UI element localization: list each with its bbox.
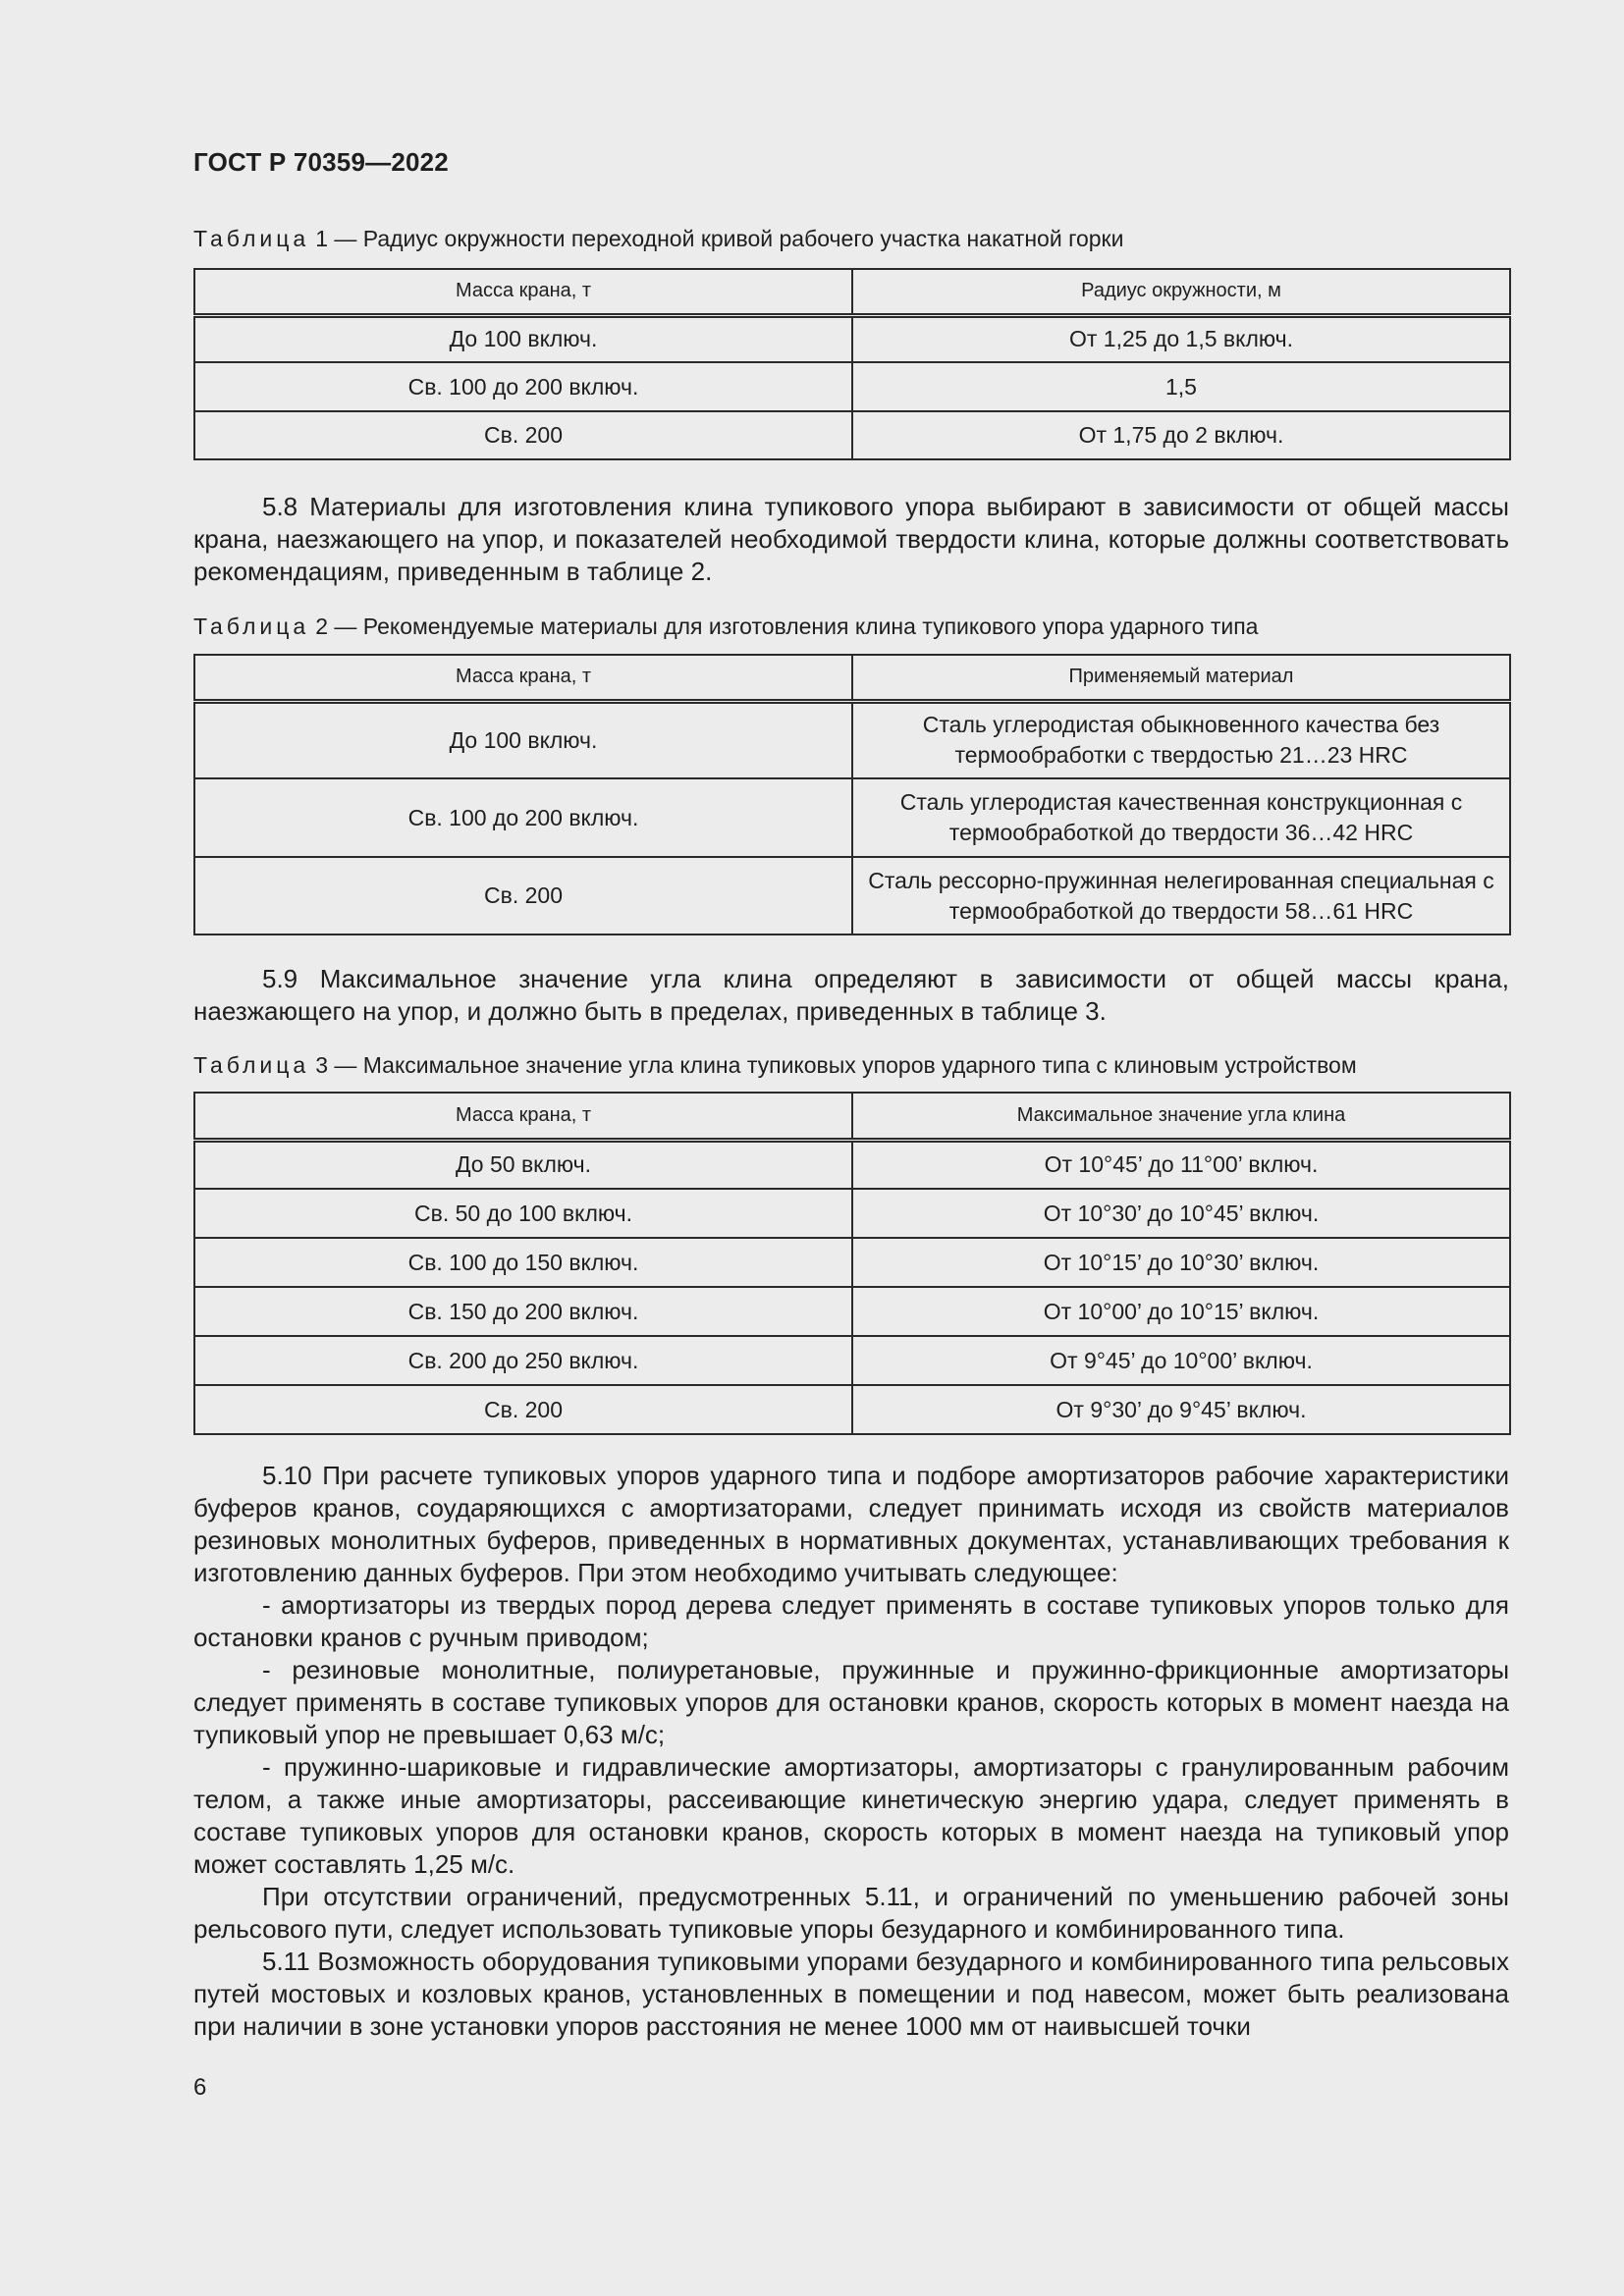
table-cell: От 1,75 до 2 включ. — [852, 411, 1510, 459]
table-row — [194, 1238, 1510, 1287]
table-row — [194, 701, 1510, 778]
table-cell: Св. 200 до 250 включ. — [194, 1336, 852, 1385]
table-row — [194, 1189, 1510, 1238]
table2-header-material: Применяемый материал — [852, 655, 1510, 701]
table-cell: До 100 включ. — [194, 701, 852, 778]
paragraph-5-8 — [193, 491, 1509, 588]
table-cell: От 9°45’ до 10°00’ включ. — [852, 1336, 1510, 1385]
table-cell: 1,5 — [852, 362, 1510, 411]
table2-caption-prefix: Таблица — [193, 614, 310, 639]
table-cell: Св. 150 до 200 включ. — [194, 1287, 852, 1336]
table-row — [194, 362, 1510, 411]
table-cell: От 10°15’ до 10°30’ включ. — [852, 1238, 1510, 1287]
list-item: - пружинно-шариковые и гидравлические амортизаторы, амортизаторы с гранулированным рабочим телом, а также иные амортизаторы, рассеивающие кинетическую энергию удара, следует применять в составе тупиковых упоров для остановки кранов, скорость которых в момент наезда на тупиковый упор может составлять 1,25 м/с. — [193, 1752, 1509, 1879]
table1 — [193, 268, 1511, 460]
table1-header-radius: Радиус окружности, м — [852, 269, 1510, 315]
table-cell: Св. 100 до 200 включ. — [194, 362, 852, 411]
table-cell: До 50 включ. — [194, 1140, 852, 1189]
table-cell: От 10°30’ до 10°45’ включ. — [852, 1189, 1510, 1238]
table-cell: Сталь углеродистая качественная конструкционная с термообработкой до твердости 36…42 HRC — [852, 778, 1510, 857]
paragraph-5-11: 5.11 Возможность оборудования тупиковыми упорами безударного и комбинированного типа рельсовых путей мостовых и козловых кранов, установленных в помещении и под навесом, может быть реализована при наличии в зоне установки упоров расстояния не менее 1000 мм от наивысшей точки — [193, 1947, 1509, 2041]
table3 — [193, 1092, 1511, 1435]
table1-caption — [193, 225, 1123, 252]
table-cell: Св. 200 — [194, 857, 852, 934]
table3-caption — [193, 1051, 1357, 1079]
paragraph-text: 5.9 Максимальное значение угла клина определяют в зависимости от общей массы крана, наезжающего на упор, и должно быть в пределах, приведенных в таблице 3. — [193, 964, 1509, 1026]
table-cell: От 9°30’ до 9°45’ включ. — [852, 1385, 1510, 1434]
table-row — [194, 857, 1510, 934]
table-row — [194, 411, 1510, 459]
document-code: ГОСТ Р 70359—2022 — [193, 147, 449, 177]
paragraph-text: При отсутствии ограничений, предусмотренных 5.11, и ограничений по уменьшению рабочей зоны рельсового пути, следует использовать тупиковые упоры безударного и комбинированного типа. — [193, 1882, 1509, 1944]
table-cell: От 1,25 до 1,5 включ. — [852, 315, 1510, 362]
table1-header-row — [194, 269, 1510, 315]
table-cell: От 10°00’ до 10°15’ включ. — [852, 1287, 1510, 1336]
table-cell: Сталь углеродистая обыкновенного качества без термообработки с твердостью 21…23 HRC — [852, 701, 1510, 778]
table-row — [194, 1336, 1510, 1385]
table3-header-mass: Масса крана, т — [194, 1093, 852, 1140]
paragraph-5-9 — [193, 963, 1509, 1028]
table-row — [194, 778, 1510, 857]
table-cell: Св. 100 до 200 включ. — [194, 778, 852, 857]
list-item: - амортизаторы из твердых пород дерева следует применять в составе тупиковых упоров только для остановки кранов с ручным приводом; — [193, 1590, 1509, 1652]
table-cell: Св. 100 до 150 включ. — [194, 1238, 852, 1287]
table-row — [194, 315, 1510, 362]
table1-header-mass: Масса крана, т — [194, 269, 852, 315]
table2-header-row — [194, 655, 1510, 701]
table3-header-row — [194, 1093, 1510, 1140]
table-cell: Св. 50 до 100 включ. — [194, 1189, 852, 1238]
table-row — [194, 1385, 1510, 1434]
body-text — [193, 1460, 1509, 2043]
paragraph-text: 5.8 Материалы для изготовления клина тупикового упора выбирают в зависимости от общей массы крана, наезжающего на упор, и показателей необходимой твердости клина, которые должны соответствовать рекомендациям, приведенным в таблице 2. — [193, 492, 1509, 586]
page-number: 6 — [193, 2074, 207, 2101]
table-cell: От 10°45’ до 11°00’ включ. — [852, 1140, 1510, 1189]
table2-caption-text: 2 — Рекомендуемые материалы для изготовления клина тупикового упора ударного типа — [315, 614, 1259, 639]
table-cell: До 100 включ. — [194, 315, 852, 362]
list-item: - резиновые монолитные, полиуретановые, пружинные и пружинно-фрикционные амортизаторы следует применять в составе тупиковых упоров для остановки кранов, скорость которых в момент наезда на тупиковый упор не превышает 0,63 м/с; — [193, 1655, 1509, 1749]
table2-caption — [193, 613, 1258, 640]
table-row — [194, 1287, 1510, 1336]
table-cell: Св. 200 — [194, 1385, 852, 1434]
paragraph-5-10: 5.10 При расчете тупиковых упоров ударного типа и подборе амортизаторов рабочие характеристики буферов кранов, соударяющихся с амортизаторами, следует принимать исходя из свойств материалов резиновых монолитных буферов, приведенных в нормативных документах, устанавливающих требования к изготовлению данных буферов. При этом необходимо учитывать следующее: — [193, 1461, 1509, 1587]
table3-header-angle: Максимальное значение угла клина — [852, 1093, 1510, 1140]
table-row — [194, 1140, 1510, 1189]
table2 — [193, 654, 1511, 935]
table1-caption-prefix: Таблица — [193, 226, 310, 251]
table2-header-mass: Масса крана, т — [194, 655, 852, 701]
table1-caption-text: 1 — Радиус окружности переходной кривой рабочего участка накатной горки — [315, 226, 1124, 251]
table3-caption-prefix: Таблица — [193, 1052, 310, 1078]
table3-caption-text: 3 — Максимальное значение угла клина тупиковых упоров ударного типа с клиновым устройством — [315, 1052, 1357, 1078]
table-cell: Св. 200 — [194, 411, 852, 459]
table-cell: Сталь рессорно-пружинная нелегированная специальная с термообработкой до твердости 58…61 HRC — [852, 857, 1510, 934]
